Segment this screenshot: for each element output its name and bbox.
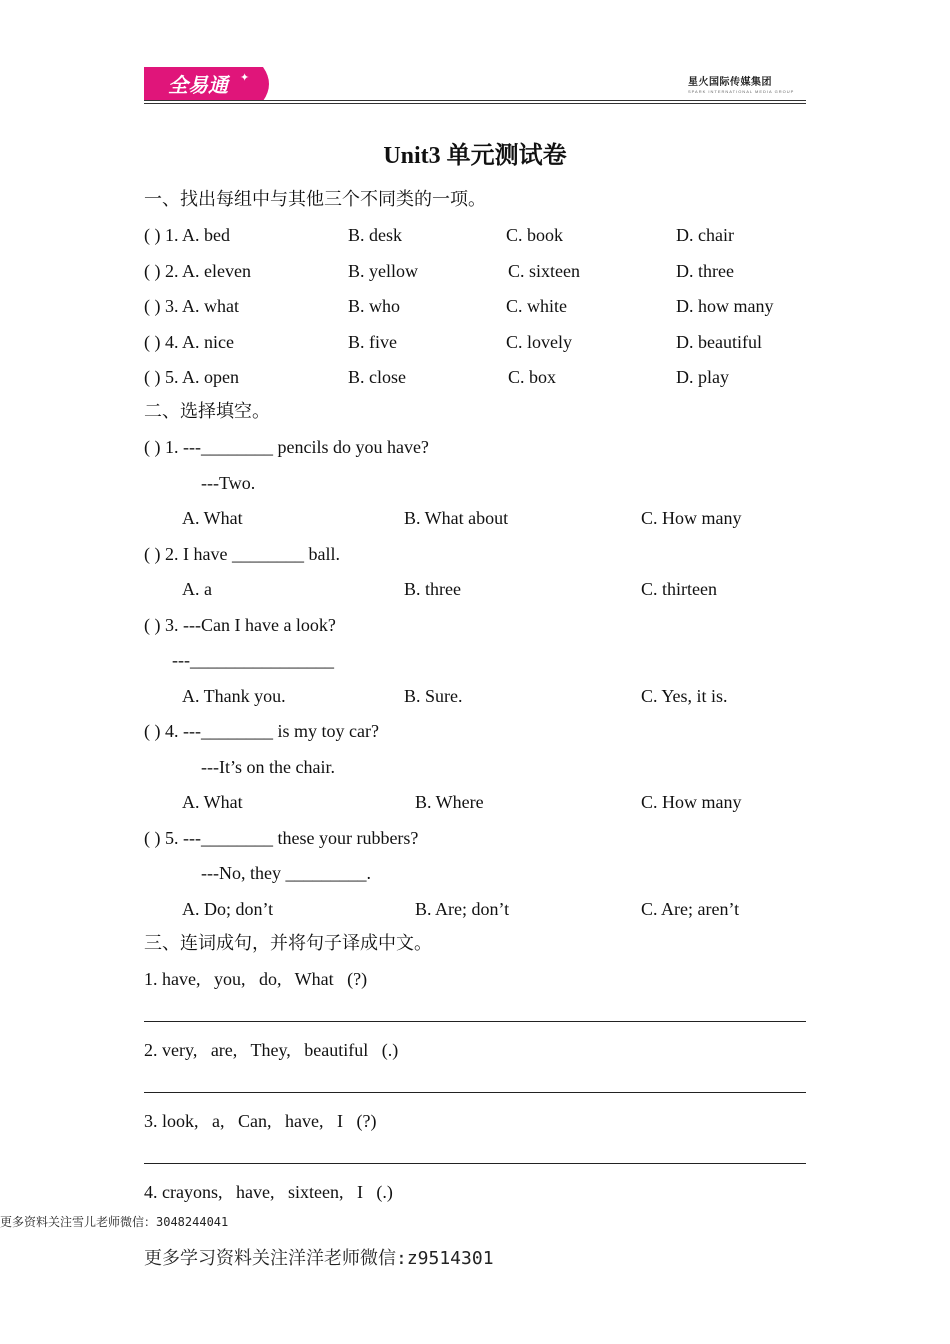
- header-rule: [144, 100, 806, 101]
- s1-q5-d: D. play: [676, 367, 729, 387]
- s2-q4-c: C. How many: [641, 792, 742, 812]
- s2-q2-a: A. a: [182, 579, 212, 599]
- s2-q1-a: A. What: [182, 508, 243, 528]
- brand-name-en: SPARK INTERNATIONAL MEDIA GROUP: [688, 89, 795, 94]
- s2-q5-b: B. Are; don’t: [415, 899, 510, 919]
- section3-heading: 三、连词成句，并将句子译成中文。: [144, 933, 432, 954]
- s1-q4-d: D. beautiful: [676, 332, 762, 352]
- brand-block: [688, 73, 808, 94]
- s1-q4-b: B. five: [348, 332, 397, 352]
- s2-q3-c: C. Yes, it is.: [641, 686, 728, 706]
- s2-q1-c: C. How many: [641, 508, 742, 528]
- s2-q3-stem: ( ) 3. ---Can I have a look?: [144, 615, 336, 635]
- s2-q4-b: B. Where: [415, 792, 484, 812]
- s1-q3-c: C. white: [506, 296, 567, 316]
- watermark-small: 更多资料关注雪儿老师微信：3048244041: [0, 1215, 229, 1229]
- s3-item-3: 3. look, a, Can, have, I (?): [144, 1111, 377, 1131]
- s2-q5-stem: ( ) 5. ---________ these your rubbers?: [144, 828, 419, 848]
- s1-q2-d: D. three: [676, 261, 734, 281]
- s1-q1: ( ) 1. A. bed: [144, 225, 230, 245]
- s1-q3-b: B. who: [348, 296, 401, 316]
- watermark-big: 更多学习资料关注洋洋老师微信:z9514301: [144, 1248, 494, 1269]
- s2-q2-stem: ( ) 2. I have ________ ball.: [144, 544, 340, 564]
- answer-line-2: [144, 1092, 806, 1093]
- s1-q2: ( ) 2. A. eleven: [144, 261, 251, 281]
- s1-q4-c: C. lovely: [506, 332, 572, 352]
- s2-q4-a: A. What: [182, 792, 243, 812]
- s1-q5: ( ) 5. A. open: [144, 367, 239, 387]
- s2-q3-reply: ---________________: [172, 650, 334, 670]
- s2-q5-reply: ---No, they _________.: [201, 863, 371, 883]
- s2-q1-stem: ( ) 1. ---________ pencils do you have?: [144, 437, 429, 457]
- answer-line-1: [144, 1021, 806, 1022]
- s2-q2-c: C. thirteen: [641, 579, 717, 599]
- answer-line-3: [144, 1163, 806, 1164]
- s1-q5-b: B. close: [348, 367, 406, 387]
- s1-q3: ( ) 3. A. what: [144, 296, 239, 316]
- s2-q1-b: B. What about: [404, 508, 509, 528]
- s2-q3-a: A. Thank you.: [182, 686, 286, 706]
- s1-q2-b: B. yellow: [348, 261, 418, 281]
- s3-item-1: 1. have, you, do, What (?): [144, 969, 368, 989]
- brand-name-cn: 星火国际传媒集团: [688, 77, 772, 88]
- s3-item-2: 2. very, are, They, beautiful (.): [144, 1040, 399, 1060]
- s2-q2-b: B. three: [404, 579, 461, 599]
- header-rule-2: [144, 103, 806, 104]
- s2-q5-c: C. Are; aren’t: [641, 899, 740, 919]
- svg-text:✦: ✦: [240, 71, 250, 84]
- s2-q4-stem: ( ) 4. ---________ is my toy car?: [144, 721, 379, 741]
- s1-q1-d: D. chair: [676, 225, 734, 245]
- s1-q3-d: D. how many: [676, 296, 774, 316]
- s1-q5-c: C. box: [508, 367, 557, 387]
- s1-q1-c: C. book: [506, 225, 564, 245]
- section2-heading: 二、选择填空。: [144, 401, 270, 422]
- s2-q3-b: B. Sure.: [404, 686, 463, 706]
- s1-q2-c: C. sixteen: [508, 261, 580, 281]
- s1-q1-b: B. desk: [348, 225, 402, 245]
- quanyitong-logo: [144, 67, 275, 101]
- s2-q4-reply: ---It’s on the chair.: [201, 757, 335, 777]
- section1-heading: 一、找出每组中与其他三个不同类的一项。: [144, 189, 486, 210]
- page-title: Unit3 单元测试卷: [383, 143, 567, 169]
- s1-q4: ( ) 4. A. nice: [144, 332, 234, 352]
- s3-item-4: 4. crayons, have, sixteen, I (.): [144, 1182, 393, 1202]
- s2-q5-a: A. Do; don’t: [182, 899, 274, 919]
- logo-text: 全易通: [168, 73, 228, 97]
- s2-q1-reply: ---Two.: [201, 473, 256, 493]
